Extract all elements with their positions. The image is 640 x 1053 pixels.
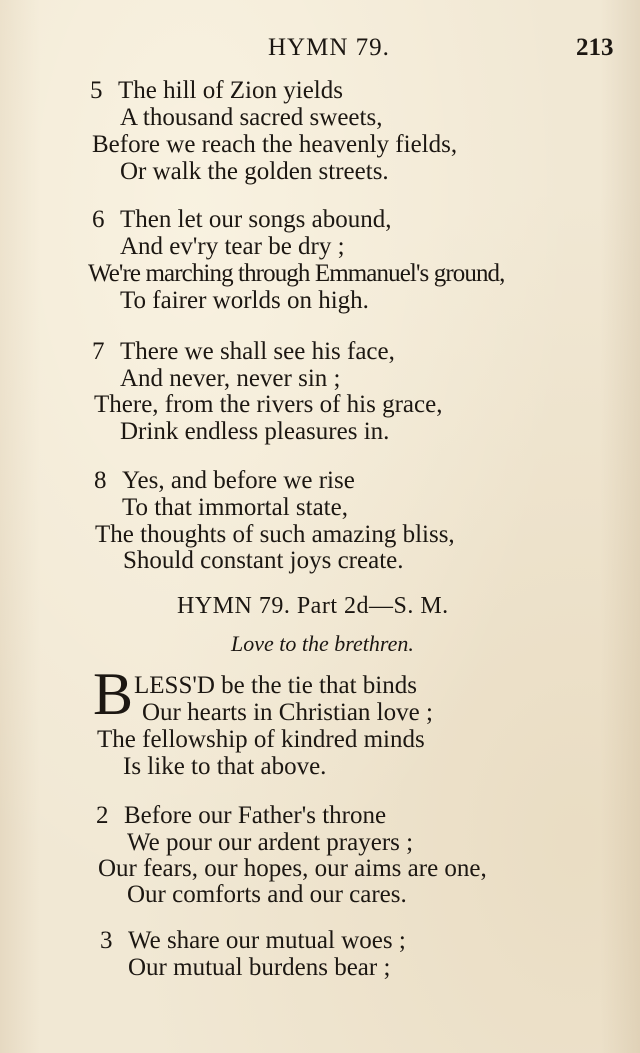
- verse-line: The thoughts of such amazing bliss,: [95, 521, 455, 548]
- verse-number: 7: [92, 338, 105, 365]
- verse-line: Our comforts and our cares.: [127, 881, 407, 908]
- verse-number: 8: [94, 467, 107, 494]
- verse-line: We're marching through Emmanuel's ground,: [88, 260, 505, 287]
- verse-line: Drink endless pleasures in.: [120, 418, 390, 445]
- verse-line: And never, never sin ;: [120, 365, 341, 392]
- verse-line: LESS'D be the tie that binds: [134, 672, 417, 699]
- verse-line: Is like to that above.: [123, 753, 327, 780]
- verse-line: Before we reach the heavenly fields,: [92, 131, 458, 158]
- verse-number: 6: [92, 206, 105, 233]
- verse-line: We pour our ardent prayers ;: [127, 829, 414, 856]
- verse-line: There, from the rivers of his grace,: [94, 391, 443, 418]
- verse-number: 2: [96, 802, 109, 829]
- verse-line: A thousand sacred sweets,: [120, 104, 383, 131]
- verse-line: The fellowship of kindred minds: [97, 726, 425, 753]
- verse-line: Our hearts in Christian love ;: [142, 699, 433, 726]
- verse-line: 2 Before our Father's throne: [96, 802, 387, 829]
- verse-line: 8 Yes, and before we rise: [94, 467, 355, 494]
- verse-line: 3 We share our mutual woes ;: [100, 927, 406, 954]
- verse-line: Our fears, our hopes, our aims are one,: [98, 855, 487, 882]
- hymn-heading: HYMN 79. Part 2d—S. M.: [177, 593, 449, 619]
- running-header-title: HYMN 79.: [268, 34, 390, 61]
- verse-line: 7 There we shall see his face,: [92, 338, 395, 365]
- verse-line: To fairer worlds on high.: [120, 287, 369, 314]
- hymn-subtitle: Love to the brethren.: [231, 631, 414, 656]
- verse-line: Or walk the golden streets.: [120, 158, 389, 185]
- verse-line: Our mutual burdens bear ;: [128, 954, 391, 981]
- verse-line: Should constant joys create.: [123, 547, 404, 574]
- verse-number: 5: [90, 77, 103, 104]
- verse-line: 6 Then let our songs abound,: [92, 206, 392, 233]
- drop-cap: B: [93, 661, 134, 727]
- page-number: 213: [576, 34, 614, 61]
- verse-line: And ev'ry tear be dry ;: [120, 233, 345, 260]
- verse-line: To that immortal state,: [122, 494, 348, 521]
- verse-number: 3: [100, 927, 113, 954]
- verse-line: 5 The hill of Zion yields: [90, 77, 343, 104]
